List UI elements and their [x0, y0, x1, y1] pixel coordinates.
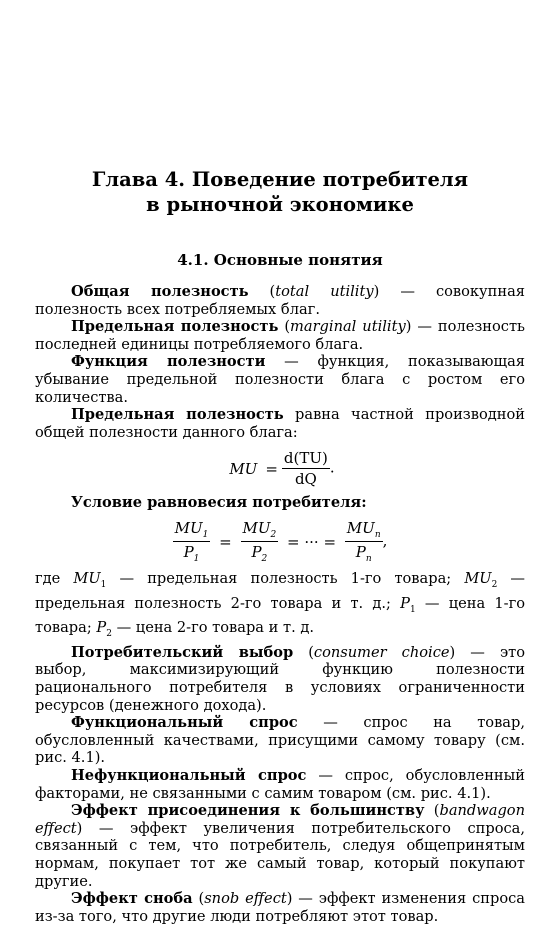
- sub: 2: [491, 580, 498, 591]
- definition-text: — функция, показывающая убывание предельной полезности блага с ростом его количества.: [35, 353, 525, 406]
- term: Общая полезность: [71, 283, 249, 300]
- var: P: [400, 594, 410, 612]
- term: Эффект присоединения к большинству: [71, 802, 425, 820]
- fraction-2: [241, 519, 279, 564]
- book-page: [35, 0, 525, 925]
- definition-text: равна частной производной общей полезности данного блага:: [35, 406, 525, 441]
- chapter-title-line2: в рыночной экономике: [146, 193, 414, 216]
- den-sub-1: 1: [193, 554, 200, 565]
- ellipsis-equals: = ··· =: [287, 532, 337, 551]
- p-2: P: [251, 543, 262, 562]
- fraction-n: [345, 519, 383, 564]
- definition-text: ) — эффект изменения спроса из-за того, что другие люди потребляют этот товар.: [35, 890, 525, 925]
- var: MU: [73, 570, 101, 588]
- definition-text: — спрос, обусловленный факторами, не связанными с самим товаром (см. рис. 4.1).: [35, 767, 525, 802]
- definition-text: ) — эффект увеличения потребительского спроса, связанный с тем, что потребитель, следуя общепринятым нормам, покупает тот же самый товар, который покупают другие.: [35, 819, 525, 890]
- term: Функция полезности: [71, 353, 266, 371]
- english-term: total utility: [275, 283, 374, 300]
- numerator-text: d(TU): [283, 449, 328, 468]
- equilibrium-formula: [35, 519, 525, 564]
- text: — цена 2-го товара и т. д.: [111, 619, 314, 637]
- definition-paragraph: [35, 802, 525, 890]
- section-heading: 4.1. Основные понятия: [177, 251, 383, 269]
- num-2: [241, 519, 279, 542]
- formula-comma: ,: [382, 531, 388, 550]
- sub-1: 1: [202, 530, 209, 541]
- definition-paragraph: [35, 406, 525, 441]
- p-n: P: [355, 543, 366, 562]
- mu-1: MU: [174, 519, 203, 538]
- definition-paragraph: [35, 353, 525, 406]
- text: (: [278, 318, 291, 336]
- text: где: [35, 570, 74, 588]
- definition-text: ) — это выбор, максимизирующий функцию полезности рационального потребителя в условиях ограниченности ресурсов (денежного дохода).: [35, 643, 525, 714]
- den-2: [241, 542, 279, 564]
- text: — предельная полезность 1-го товара;: [106, 570, 465, 588]
- formula-numerator: [282, 449, 330, 469]
- text: (: [293, 643, 314, 661]
- text: (: [192, 890, 205, 908]
- text: — цена 1-го товара;: [35, 594, 526, 637]
- marginal-utility-formula: [35, 449, 525, 488]
- den-sub-n: n: [365, 554, 372, 565]
- term: Эффект сноба: [71, 890, 193, 908]
- definition-paragraph: [35, 283, 525, 318]
- sub: 1: [409, 604, 416, 615]
- sub-2: 2: [270, 530, 277, 541]
- definition-paragraph: [35, 890, 525, 925]
- term: Предельная полезность: [71, 406, 284, 424]
- sub: 1: [100, 580, 107, 591]
- chapter-title-line1: Глава 4. Поведение потребителя: [91, 168, 469, 191]
- english-term: bandwagon effect: [35, 802, 525, 837]
- den-n: [345, 542, 383, 564]
- p-1: P: [183, 543, 194, 562]
- term: Функциональный спрос: [71, 714, 298, 732]
- english-term: snob effect: [204, 890, 287, 908]
- definition-paragraph: [35, 714, 525, 767]
- definition-paragraph: [35, 318, 525, 353]
- formula-lhs: MU: [229, 459, 258, 478]
- num-1: [173, 519, 211, 542]
- english-term: marginal utility: [290, 318, 406, 336]
- mu-2: MU: [242, 519, 271, 538]
- text: (: [424, 802, 440, 820]
- equals-sign: =: [219, 532, 232, 551]
- definition-text: ) — совокупная полезность всех потребляемых благ.: [35, 283, 525, 318]
- den-1: [173, 542, 211, 564]
- num-n: [345, 519, 383, 542]
- var: MU: [464, 570, 492, 588]
- where-explanation: [35, 570, 525, 644]
- equilibrium-condition-heading: Условие равновесия потребителя:: [71, 494, 367, 512]
- definition-text: — спрос на товар, обусловленный качествами, присущими самому товару (см. рис. 4.1).: [35, 714, 525, 767]
- formula-equals: =: [265, 459, 278, 478]
- english-term: consumer choice: [313, 643, 450, 661]
- definition-paragraph: [35, 767, 525, 802]
- chapter-title: [35, 167, 525, 217]
- fraction-1: [173, 519, 211, 564]
- term: Нефункциональный спрос: [71, 767, 307, 784]
- formula-denominator: [282, 469, 330, 488]
- denominator-text: dQ: [294, 470, 317, 489]
- formula-period: .: [329, 458, 335, 477]
- term: Потребительский выбор: [71, 643, 294, 661]
- formula-fraction: [282, 449, 330, 488]
- mu-n: MU: [346, 519, 375, 538]
- term: Предельная полезность: [71, 318, 279, 336]
- den-sub-2: 2: [261, 554, 268, 565]
- definition-paragraph: [35, 644, 525, 714]
- definition-text: ) — полезность последней единицы потребляемого блага.: [35, 318, 526, 353]
- text: — предельная полезность 2-го товара и т. д.;: [35, 570, 526, 612]
- sub: 2: [106, 629, 112, 640]
- sub-n: n: [374, 530, 381, 541]
- text: (: [248, 283, 276, 300]
- var: P: [96, 619, 107, 637]
